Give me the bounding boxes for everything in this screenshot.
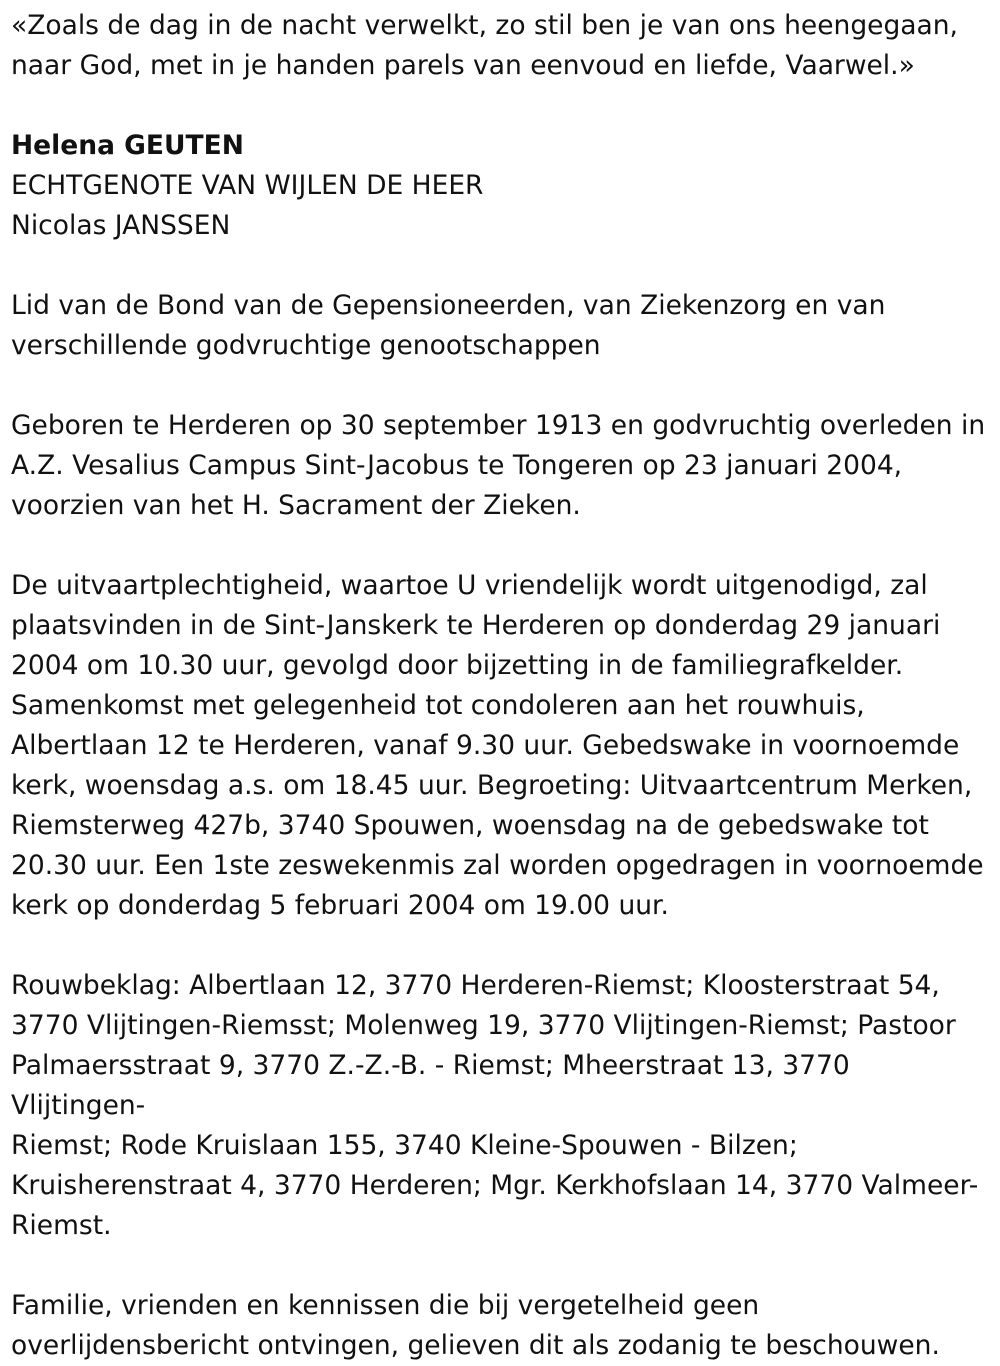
memorial-quote: «Zoals de dag in de nacht verwelkt, zo stil ben je van ons heengegaan, naar God, met in je handen parels van eenvoud en liefde, Vaarwel.» <box>11 10 958 81</box>
funeral-paragraph: De uitvaartplechtigheid, waartoe U vriendelijk wordt uitgenodigd, zal plaatsvinden in de Sint-Janskerk te Herderen op donderdag 29 januari 2004 om 10.30 uur, gevolgd door bijzetting in de familiegrafkelder. Samenkomst met gelegenheid tot condoleren aan het rouwhuis, Albertlaan 12 te Herderen, vanaf 9.30 uur. Gebedswake in voornoemde kerk, woensdag a.s. om 18.45 uur. Begroeting: Uitvaartcentrum Merken, Riemsterweg 427b, 3740 Spouwen, woensdag na de gebedswake tot 20.30 uur. Een 1ste zeswekenmis zal worden opgedragen in voornoemde kerk op donderdag 5 februari 2004 om 19.00 uur. <box>11 570 984 921</box>
membership-paragraph: Lid van de Bond van de Gepensioneerden, van Ziekenzorg en van verschillende godvruchtige genootschappen <box>11 290 886 361</box>
relation-line: ECHTGENOTE VAN WIJLEN DE HEER <box>11 170 484 201</box>
mourning-addresses-paragraph: Rouwbeklag: Albertlaan 12, 3770 Herderen-Riemst; Kloosterstraat 54, 3770 Vlijtingen-Riemsst; Molenweg 19, 3770 Vlijtingen-Riemst; Pastoor Palmaersstraat 9, 3770 Z.-Z.-B. - Riemst; Mheerstraat 13, 3770 Vlijtingen- Riemst; Rode Kruislaan 155, 3740 Kleine-Spouwen - Bilzen; Kruisherenstraat 4, 3770 Herderen; Mgr. Kerkhofslaan 14, 3770 Valmeer- Riemst. <box>11 970 979 1241</box>
obituary-notice <box>11 6 991 1366</box>
spouse-name: Nicolas JANSSEN <box>11 210 231 241</box>
deceased-name: Helena GEUTEN <box>11 130 244 161</box>
birth-death-paragraph: Geboren te Herderen op 30 september 1913 en godvruchtig overleden in A.Z. Vesalius Campus Sint-Jacobus te Tongeren op 23 januari 2004, voorzien van het H. Sacrament der Zieken. <box>11 410 986 521</box>
closing-note: Familie, vrienden en kennissen die bij vergetelheid geen overlijdensbericht ontvingen, gelieven dit als zodanig te beschouwen. <box>11 1290 940 1361</box>
